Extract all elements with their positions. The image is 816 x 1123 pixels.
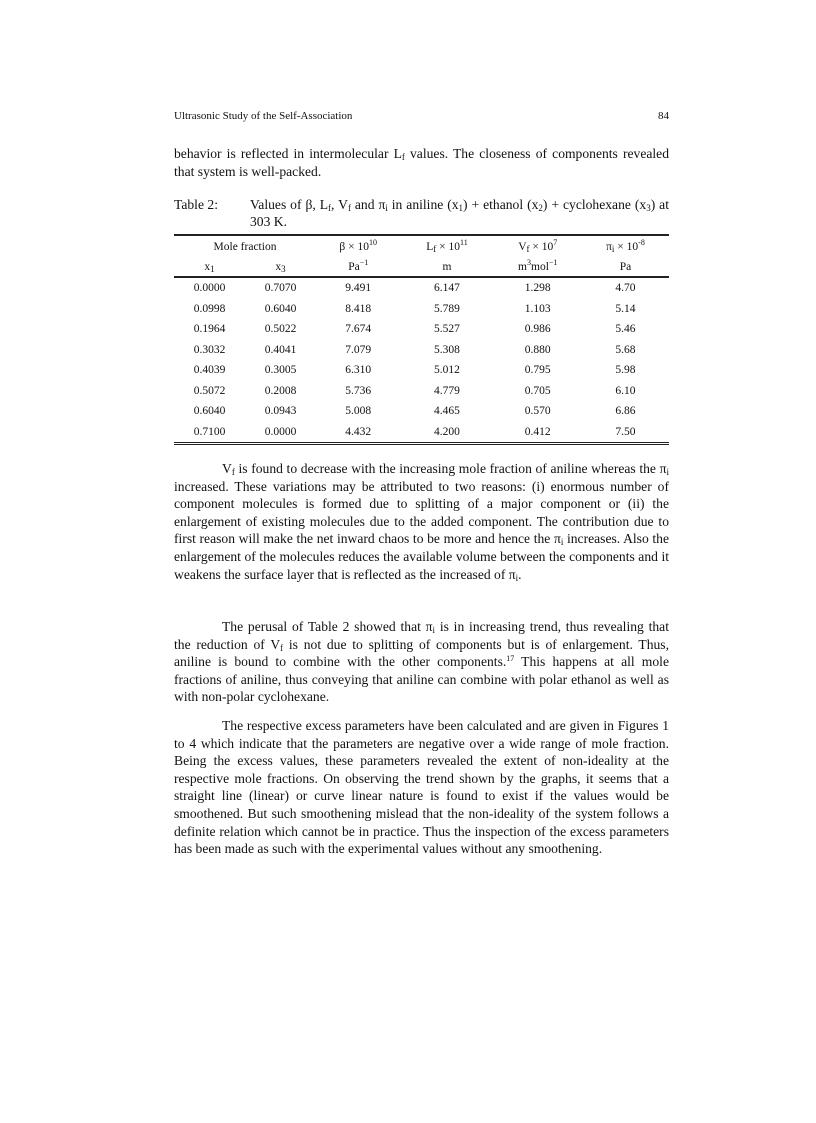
table-cell: 0.6040 xyxy=(264,302,297,315)
table-cell: 6.147 xyxy=(434,282,460,295)
table-row xyxy=(174,277,669,299)
table-row xyxy=(174,299,669,320)
table-cell: 5.68 xyxy=(615,343,636,356)
subscript: i xyxy=(432,625,436,635)
table-cell: 4.779 xyxy=(434,384,460,397)
table-cell: 0.2008 xyxy=(264,384,297,397)
table-cell: 9.491 xyxy=(345,282,372,295)
subscript: i xyxy=(666,467,669,477)
table-row xyxy=(174,422,669,444)
table-cell: 0.0000 xyxy=(193,282,226,295)
table-cell: 1.298 xyxy=(524,282,551,295)
table-cell: 5.98 xyxy=(615,364,636,377)
table-row xyxy=(174,360,669,381)
paragraph-perusal: The perusal of Table 2 showed that $\pi_i$ is in increasing trend, thus revealing that the reduction of $V_f$ is not due to splitting of components but is of enlargement. Thus, aniline is bound to combine with the other components.$^{17}$ This happens at all mole fractions of aniline, thus conveying that aniline can combine with polar ethanol as well as with non-polar cyclohexane. xyxy=(174,619,669,705)
paragraph-vf: $V_f$ is found to decrease with the increasing mole fraction of aniline whereas the $\pi_i$ increased. These variations may be attributed to two reasons: (i) enormous number of component molecules is formed due to splitting of a major component or (ii) the enlargement of existing molecules due to the added component. The contribution due to first reason will make the net inward chaos to be more and hence the $\pi_i$ increases. Also the enlargement of the molecules reduces the available volume between the components and it weakens the surface layer that is reflected as the increased of $\pi_i$. xyxy=(174,461,669,583)
table-cell: 7.079 xyxy=(345,343,372,356)
table-row xyxy=(174,319,669,340)
subscript: 3 xyxy=(281,264,286,274)
table-cell: 7.50 xyxy=(582,422,669,444)
paragraph-intro: behavior is reflected in intermolecular $L_f$ values. The closeness of components revealed that system is well-packed. xyxy=(174,146,669,179)
table-cell: 0.3005 xyxy=(264,364,297,377)
running-header xyxy=(174,110,669,122)
table-cell: 0.1964 xyxy=(193,323,226,336)
table-cell: 8.418 xyxy=(345,302,372,315)
superscript: −1 xyxy=(359,258,369,267)
page-number: 84 xyxy=(658,110,669,122)
table-cell: 0.412 xyxy=(494,422,582,444)
subscript: 3 xyxy=(646,203,651,213)
col-head-lf: $L_f \times 10^{11}$ xyxy=(400,235,493,258)
table-cell: 0.570 xyxy=(524,405,551,418)
table-caption-label: Table 2: xyxy=(174,197,218,212)
unit-x3: $x_3$ xyxy=(245,258,316,277)
superscript: 10 xyxy=(369,238,377,247)
subscript: 1 xyxy=(210,264,215,274)
table-cell: 5.46 xyxy=(615,323,636,336)
table-cell: 0.4041 xyxy=(264,343,297,356)
unit-x1: $x_1$ xyxy=(174,258,245,277)
subscript: 2 xyxy=(538,203,543,213)
subscript: i xyxy=(560,537,564,548)
superscript: 3 xyxy=(527,258,531,267)
subscript: f xyxy=(280,642,284,653)
unit-pi: Pa xyxy=(582,258,669,277)
table-cell: 0.7070 xyxy=(264,282,297,295)
table-cell: 1.103 xyxy=(524,302,551,315)
table-cell: 5.008 xyxy=(345,405,372,418)
table-cell: 6.86 xyxy=(615,405,636,418)
data-table xyxy=(174,234,669,445)
table-cell: 0.3032 xyxy=(193,343,226,356)
table-cell: 4.70 xyxy=(615,282,636,295)
table-cell: 0.5072 xyxy=(193,384,226,397)
subscript: i xyxy=(611,244,615,254)
subscript: f xyxy=(433,244,437,254)
subscript: f xyxy=(401,152,405,162)
table-cell: 5.012 xyxy=(434,364,460,377)
table-cell: 5.14 xyxy=(615,302,636,315)
subscript: f xyxy=(526,244,530,254)
table-units-row xyxy=(174,258,669,277)
col-head-pi: $\pi_i \times 10^{-8}$ xyxy=(582,235,669,258)
table-row xyxy=(174,401,669,422)
table-row xyxy=(174,340,669,361)
table-cell: 0.880 xyxy=(524,343,551,356)
unit-vf: $m^3mol^{-1}$ xyxy=(494,258,582,277)
superscript: −1 xyxy=(548,258,558,267)
mole-fraction-header: Mole fraction xyxy=(174,235,316,258)
table-body xyxy=(174,277,669,444)
running-title: Ultrasonic Study of the Self-Association xyxy=(174,110,353,122)
unit-lf: m xyxy=(400,258,493,277)
table-cell: 4.465 xyxy=(434,405,460,418)
subscript: i xyxy=(385,203,388,213)
table-cell: 0.0000 xyxy=(245,422,316,444)
table-cell: 6.10 xyxy=(615,384,636,397)
paragraph-excess: The respective excess parameters have been calculated and are given in Figures 1 to 4 which indicate that the parameters are negative over a wide range of mole fraction. Being the excess values, these parameters revealed the extent of non-ideality at the respective mole fractions. On observing the trend shown by the graphs, it seems that a straight line (linear) or curve linear nature is found to exist if the values would be smoothened. But such smoothening mislead that the non-ideality of the system follows a definite relation which cannot be in practice. Thus the inspection of the excess parameters has been made as such with the experimental values without any smoothening. xyxy=(174,718,669,857)
table-cell: 0.705 xyxy=(524,384,551,397)
subscript: i xyxy=(515,572,519,583)
table-cell: 0.7100 xyxy=(174,422,245,444)
table-cell: 0.6040 xyxy=(193,405,226,418)
table-cell: 0.5022 xyxy=(264,323,297,336)
table-cell: 5.736 xyxy=(345,384,372,397)
table-cell: 5.308 xyxy=(434,343,460,356)
table-cell: 4.200 xyxy=(400,422,493,444)
table-caption xyxy=(174,196,669,230)
table-cell: 5.527 xyxy=(434,323,460,336)
table-caption-text: Values of β, $L_f$, $V_f$ and $\pi_i$ in aniline $(x_1)$ + ethanol $(x_2)$ + cyclohexane $(x_3)$ at 303 K. xyxy=(250,197,669,229)
subscript: f xyxy=(347,203,351,213)
subscript: 1 xyxy=(458,203,464,213)
col-head-beta: $\beta \times 10^{10}$ xyxy=(316,235,400,258)
table-cell: 0.986 xyxy=(524,323,551,336)
superscript: -8 xyxy=(638,238,645,247)
table-cell: 7.674 xyxy=(345,323,372,336)
superscript: 11 xyxy=(460,238,468,247)
unit-beta: $Pa^{-1}$ xyxy=(316,258,400,277)
table-cell: 0.0943 xyxy=(264,405,297,418)
table-header-row xyxy=(174,235,669,258)
subscript: f xyxy=(328,203,332,213)
table-cell: 0.795 xyxy=(524,364,551,377)
table-row xyxy=(174,381,669,402)
table-cell: 0.4039 xyxy=(193,364,226,377)
table-cell: 6.310 xyxy=(345,364,372,377)
superscript: 7 xyxy=(553,238,558,247)
table-cell: 0.0998 xyxy=(193,302,226,315)
table-cell: 4.432 xyxy=(316,422,400,444)
col-head-vf: $V_f \times 10^7$ xyxy=(494,235,582,258)
subscript: f xyxy=(231,467,235,477)
table-cell: 5.789 xyxy=(434,302,460,315)
superscript: 17 xyxy=(506,654,515,664)
